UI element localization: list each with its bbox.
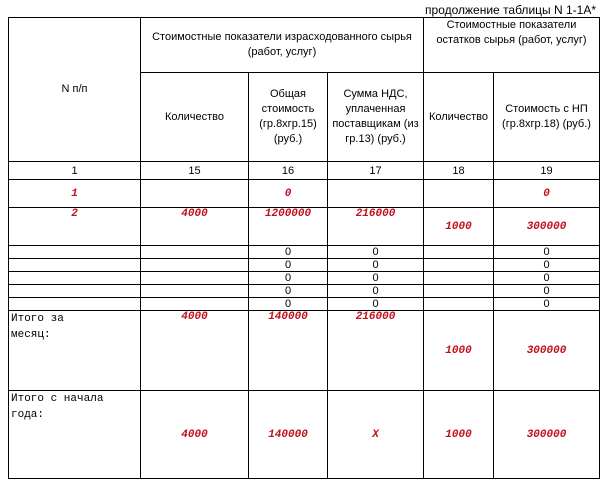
- remaining-quantity-cell: [424, 259, 494, 272]
- vat-cell: 0: [328, 246, 424, 259]
- remaining-quantity-cell: [424, 285, 494, 298]
- table-row: [9, 180, 600, 208]
- remaining-cost-cell: 300000: [494, 208, 600, 246]
- header-group-consumed: Стоимостные показатели израсходованного сырья (работ, услуг): [141, 18, 424, 73]
- totals-year-label-line2: года:: [11, 409, 45, 421]
- header-row-groups: [9, 18, 600, 73]
- totals-year-row: [9, 391, 600, 479]
- totals-month-row: [9, 311, 600, 391]
- remaining-quantity-cell: [424, 272, 494, 285]
- vat-cell: 0: [328, 298, 424, 311]
- quantity-cell: [141, 246, 249, 259]
- total-cost-cell: 0: [249, 180, 328, 208]
- header-vat: Сумма НДС, уплаченная поставщикам (из гр.13) (руб.): [328, 73, 424, 162]
- table-row: [9, 246, 600, 259]
- total-cost-cell: 140000: [249, 391, 328, 479]
- vat-cell: 0: [328, 272, 424, 285]
- total-cost-cell: 0: [249, 259, 328, 272]
- row-number: [9, 298, 141, 311]
- total-cost-cell: 0: [249, 272, 328, 285]
- header-remaining-cost: Стоимость с НП (гр.8хгр.18) (руб.): [494, 73, 600, 162]
- totals-month-label-line1: Итого за: [11, 313, 64, 325]
- remaining-quantity-cell: [424, 180, 494, 208]
- row-number: 2: [9, 208, 141, 246]
- remaining-quantity-cell: 1000: [424, 208, 494, 246]
- totals-year-label: [9, 391, 141, 479]
- remaining-cost-cell: 0: [494, 285, 600, 298]
- vat-cell: X: [328, 391, 424, 479]
- quantity-cell: [141, 272, 249, 285]
- total-cost-cell: 0: [249, 285, 328, 298]
- quantity-cell: [141, 298, 249, 311]
- quantity-cell: [141, 259, 249, 272]
- table-row: [9, 285, 600, 298]
- remaining-quantity-cell: 1000: [424, 311, 494, 391]
- vat-cell: 0: [328, 285, 424, 298]
- totals-year-label-line1: Итого с начала: [11, 393, 104, 405]
- table-row: [9, 298, 600, 311]
- quantity-cell: [141, 180, 249, 208]
- column-number: 16: [249, 162, 328, 180]
- row-number: 1: [9, 180, 141, 208]
- remaining-cost-cell: 300000: [494, 311, 600, 391]
- row-number: [9, 259, 141, 272]
- remaining-cost-cell: 0: [494, 298, 600, 311]
- vat-cell: 0: [328, 259, 424, 272]
- remaining-cost-cell: 0: [494, 259, 600, 272]
- header-npp: N п/п: [9, 18, 141, 162]
- table-row: [9, 272, 600, 285]
- row-number: [9, 272, 141, 285]
- remaining-cost-cell: 0: [494, 272, 600, 285]
- column-numbers-row: [9, 162, 600, 180]
- row-number: [9, 285, 141, 298]
- quantity-cell: [141, 285, 249, 298]
- total-cost-cell: 1200000: [249, 208, 328, 246]
- header-quantity: Количество: [141, 73, 249, 162]
- table-continuation-caption: продолжение таблицы N 1-1А*: [425, 3, 596, 17]
- vat-cell: 216000: [328, 208, 424, 246]
- row-number: [9, 246, 141, 259]
- quantity-cell: 4000: [141, 391, 249, 479]
- column-number: 19: [494, 162, 600, 180]
- column-number: 1: [9, 162, 141, 180]
- totals-month-label-line2: месяц:: [11, 329, 51, 341]
- totals-month-label: [9, 311, 141, 391]
- header-total-cost: Общая стоимость (гр.8хгр.15) (руб.): [249, 73, 328, 162]
- raw-materials-table: [8, 17, 600, 479]
- remaining-cost-cell: 0: [494, 180, 600, 208]
- column-number: 15: [141, 162, 249, 180]
- total-cost-cell: 0: [249, 246, 328, 259]
- remaining-quantity-cell: 1000: [424, 391, 494, 479]
- table-row: [9, 208, 600, 246]
- total-cost-cell: 0: [249, 298, 328, 311]
- table-row: [9, 259, 600, 272]
- remaining-quantity-cell: [424, 298, 494, 311]
- remaining-cost-cell: 0: [494, 246, 600, 259]
- column-number: 18: [424, 162, 494, 180]
- quantity-cell: 4000: [141, 208, 249, 246]
- total-cost-cell: 140000: [249, 311, 328, 391]
- header-group-remaining: Стоимостные показатели остатков сырья (работ, услуг): [424, 18, 600, 73]
- column-number: 17: [328, 162, 424, 180]
- vat-cell: 216000: [328, 311, 424, 391]
- vat-cell: [328, 180, 424, 208]
- remaining-quantity-cell: [424, 246, 494, 259]
- quantity-cell: 4000: [141, 311, 249, 391]
- header-remaining-quantity: Количество: [424, 73, 494, 162]
- remaining-cost-cell: 300000: [494, 391, 600, 479]
